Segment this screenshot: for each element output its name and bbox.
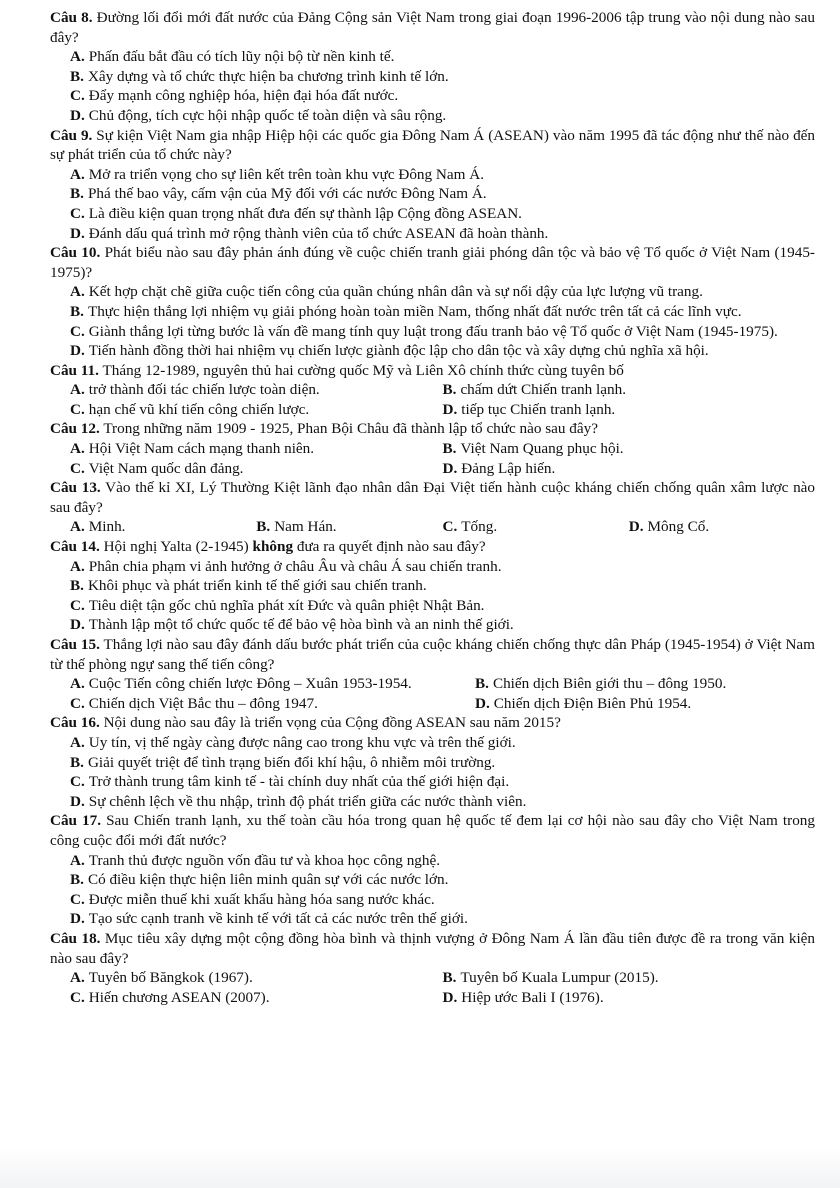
- question-text: Tháng 12-1989, nguyên thủ hai cường quốc Mỹ và Liên Xô chính thức cùng tuyên bố: [98, 361, 624, 379]
- question-text: Thắng lợi nào sau đây đánh dấu bước phát triển của cuộc kháng chiến chống thực dân Pháp (1945-1954) ở Việt Nam từ thế phòng ngự sang thế tiến công?: [50, 636, 815, 673]
- option-c: [50, 596, 815, 616]
- option-text: Sự chênh lệch về thu nhập, trình độ phát triển giữa các nước thành viên.: [88, 792, 527, 810]
- option-b: [50, 302, 815, 322]
- option-d: [629, 517, 815, 537]
- option-text: Được miễn thuế khi xuất khẩu hàng hóa sang nước khác.: [88, 890, 435, 908]
- option-letter: A.: [70, 518, 85, 536]
- question-label: Câu 13.: [50, 479, 101, 497]
- option-row: [50, 400, 815, 420]
- option-letter: B.: [70, 302, 84, 320]
- question-18: [50, 929, 815, 968]
- option-b: [50, 753, 815, 773]
- option-letter: A.: [70, 557, 85, 575]
- option-text: Tuyên bố Kuala Lumpur (2015).: [460, 969, 659, 987]
- option-row: [50, 439, 815, 459]
- option-b: [50, 870, 815, 890]
- option-text: Mông Cổ.: [647, 518, 710, 536]
- option-letter: D.: [70, 910, 85, 928]
- option-letter: A.: [70, 165, 85, 183]
- question-label: Câu 11.: [50, 361, 99, 379]
- option-b: [50, 576, 815, 596]
- option-letter: B.: [70, 871, 84, 889]
- option-row: [50, 380, 815, 400]
- option-text: trở thành đối tác chiến lược toàn diện.: [88, 381, 320, 399]
- option-text: Giành thắng lợi từng bước là vấn đề mang tính quy luật trong đấu tranh bảo vệ Tổ quốc ở Việt Nam (1945-1975).: [88, 322, 778, 340]
- option-letter: B.: [442, 440, 457, 458]
- option-text: Hiệp ước Bali I (1976).: [461, 988, 604, 1006]
- option-d: [443, 400, 816, 420]
- option-c: [50, 890, 815, 910]
- option-text: Chiến dịch Điện Biên Phủ 1954.: [493, 694, 692, 712]
- question-13: [50, 478, 815, 517]
- option-text: Chiến dịch Biên giới thu – đông 1950.: [492, 675, 727, 693]
- option-letter: D.: [70, 342, 85, 360]
- option-letter: B.: [442, 969, 457, 987]
- option-text: Phấn đấu bắt đầu có tích lũy nội bộ từ nền kinh tế.: [88, 48, 395, 66]
- option-d: [50, 909, 815, 929]
- option-text: Phá thế bao vây, cấm vận của Mỹ đối với các nước Đông Nam Á.: [87, 185, 487, 203]
- option-text: Là điều kiện quan trọng nhất đưa đến sự thành lập Cộng đồng ASEAN.: [88, 204, 522, 222]
- option-letter: B.: [70, 753, 84, 771]
- option-a: [50, 165, 815, 185]
- option-c: [443, 517, 629, 537]
- option-letter: D.: [70, 792, 85, 810]
- question-15: [50, 635, 815, 674]
- question-8: [50, 8, 815, 47]
- question-10: [50, 243, 815, 282]
- option-a: [50, 282, 815, 302]
- option-row: [50, 988, 815, 1008]
- option-letter: C.: [70, 459, 85, 477]
- option-b: [443, 439, 816, 459]
- option-a: [50, 557, 815, 577]
- option-a: [50, 733, 815, 753]
- question-label: Câu 14.: [50, 538, 100, 556]
- option-d: [443, 459, 816, 479]
- question-text: Nội dung nào sau đây là triển vọng của Cộng đồng ASEAN sau năm 2015?: [99, 714, 561, 732]
- page-bottom-shadow: [0, 1148, 840, 1188]
- question-14: [50, 537, 815, 557]
- option-letter: B.: [70, 185, 84, 203]
- question-text: Sự kiện Việt Nam gia nhập Hiệp hội các quốc gia Đông Nam Á (ASEAN) vào năm 1995 đã tác động như thế nào đến sự phát triển của tổ chức này?: [50, 126, 815, 164]
- option-letter: C.: [70, 890, 85, 908]
- option-d: [50, 224, 815, 244]
- option-a: [70, 380, 443, 400]
- option-letter: D.: [442, 400, 458, 418]
- question-label: Câu 18.: [50, 929, 101, 947]
- question-text: Đường lối đổi mới đất nước của Đảng Cộng sản Việt Nam trong giai đoạn 1996-2006 tập trung vào nội dung nào sau đây?: [50, 9, 816, 46]
- option-d: [50, 106, 815, 126]
- option-b: [443, 968, 816, 988]
- option-d: [443, 988, 816, 1008]
- question-text: Phát biểu nào sau đây phản ánh đúng về cuộc chiến tranh giải phóng dân tộc và bảo vệ Tổ quốc ở Việt Nam (1945-1975)?: [50, 244, 815, 281]
- option-text: Trở thành trung tâm kinh tế - tài chính duy nhất của thế giới hiện đại.: [88, 773, 510, 791]
- option-letter: A.: [70, 851, 85, 869]
- option-row: [50, 968, 815, 988]
- question-text: Hội nghị Yalta (2-1945): [99, 538, 253, 556]
- option-text: Việt Nam quốc dân đảng.: [88, 459, 244, 477]
- question-text: đưa ra quyết định nào sau đây?: [293, 538, 486, 556]
- option-letter: D.: [70, 616, 85, 634]
- option-letter: B.: [442, 381, 457, 399]
- option-letter: C.: [70, 87, 85, 105]
- option-letter: C.: [70, 694, 85, 712]
- question-text: Vào thế kỉ XI, Lý Thường Kiệt lãnh đạo nhân dân Đại Việt tiến hành cuộc kháng chiến chống quân xâm lược nào sau đây?: [50, 479, 815, 516]
- option-c: [70, 694, 475, 714]
- question-label: Câu 12.: [50, 420, 100, 438]
- option-text: Hiến chương ASEAN (2007).: [88, 988, 270, 1006]
- option-letter: D.: [70, 106, 85, 124]
- option-text: Đánh dấu quá trình mở rộng thành viên của tổ chức ASEAN đã hoàn thành.: [88, 224, 549, 242]
- option-text: Thành lập một tổ chức quốc tế để bảo vệ hòa bình và an ninh thế giới.: [88, 616, 514, 634]
- option-d: [50, 615, 815, 635]
- option-a: [70, 968, 443, 988]
- option-c: [50, 86, 815, 106]
- option-text: Cuộc Tiến công chiến lược Đông – Xuân 1953-1954.: [88, 675, 412, 693]
- option-text: Có điều kiện thực hiện liên minh quân sự với các nước lớn.: [87, 871, 449, 889]
- option-letter: D.: [475, 694, 490, 712]
- option-letter: B.: [70, 67, 84, 85]
- question-16: [50, 713, 815, 733]
- option-a: [50, 47, 815, 67]
- option-text: chấm dứt Chiến tranh lạnh.: [460, 381, 626, 399]
- option-letter: A.: [70, 969, 85, 987]
- option-letter: A.: [70, 675, 85, 693]
- option-letter: A.: [70, 733, 85, 751]
- option-letter: D.: [628, 518, 644, 536]
- question-12: [50, 419, 815, 439]
- option-row: [50, 694, 815, 714]
- option-text: Chiến dịch Việt Bắc thu – đông 1947.: [88, 694, 318, 712]
- option-text: Nam Hán.: [274, 518, 337, 536]
- option-text: tiếp tục Chiến tranh lạnh.: [461, 400, 616, 418]
- option-text: Khôi phục và phát triển kinh tế thế giới sau chiến tranh.: [87, 577, 427, 595]
- option-letter: C.: [70, 596, 85, 614]
- question-11: [50, 361, 815, 381]
- option-text: Mở ra triển vọng cho sự liên kết trên toàn khu vực Đông Nam Á.: [88, 165, 485, 183]
- option-text: Thực hiện thắng lợi nhiệm vụ giải phóng hoàn toàn miền Nam, thống nhất đất nước trên tất cả các lĩnh vực.: [87, 302, 742, 320]
- option-letter: B.: [256, 518, 271, 536]
- question-emphasis: không: [252, 538, 294, 556]
- option-row: [50, 674, 815, 694]
- option-text: Đảng Lập hiến.: [461, 459, 556, 477]
- option-text: Giải quyết triệt để tình trạng biến đổi khí hậu, ô nhiễm môi trường.: [87, 753, 496, 771]
- option-c: [50, 322, 815, 342]
- option-letter: C.: [70, 204, 85, 222]
- question-label: Câu 17.: [50, 812, 102, 830]
- option-c: [70, 459, 443, 479]
- question-list: [50, 8, 815, 1007]
- option-c: [70, 988, 443, 1008]
- option-text: Việt Nam Quang phục hội.: [460, 440, 624, 458]
- option-text: Tranh thủ được nguồn vốn đầu tư và khoa học công nghệ.: [88, 851, 441, 869]
- option-letter: D.: [442, 988, 458, 1006]
- option-row: [50, 459, 815, 479]
- question-text: Mục tiêu xây dựng một cộng đồng hòa bình và thịnh vượng ở Đông Nam Á lần đầu tiên được đề ra trong văn kiện nào sau đây?: [50, 929, 816, 967]
- option-a: [70, 674, 475, 694]
- option-b: [475, 674, 815, 694]
- question-label: Câu 16.: [50, 714, 100, 732]
- option-letter: C.: [70, 400, 85, 418]
- option-text: hạn chế vũ khí tiến công chiến lược.: [88, 400, 310, 418]
- option-letter: C.: [70, 322, 85, 340]
- option-text: Kết hợp chặt chẽ giữa cuộc tiến công của quần chúng nhân dân và sự nổi dậy của lực lượng vũ trang.: [88, 283, 703, 301]
- option-c: [50, 204, 815, 224]
- option-letter: A.: [70, 48, 85, 66]
- option-c: [70, 400, 443, 420]
- option-text: Chủ động, tích cực hội nhập quốc tế toàn diện và sâu rộng.: [88, 106, 447, 124]
- option-text: Tiến hành đồng thời hai nhiệm vụ chiến lược giành độc lập cho dân tộc và xây dựng chủ nghĩa xã hội.: [88, 342, 709, 360]
- option-letter: B.: [70, 577, 84, 595]
- option-letter: C.: [70, 988, 85, 1006]
- question-label: Câu 15.: [50, 636, 100, 653]
- option-text: Đẩy mạnh công nghiệp hóa, hiện đại hóa đất nước.: [88, 87, 399, 105]
- question-9: [50, 126, 815, 165]
- option-letter: D.: [442, 459, 458, 477]
- option-a: [50, 851, 815, 871]
- option-b: [50, 67, 815, 87]
- option-letter: C.: [442, 518, 458, 536]
- option-a: [70, 517, 256, 537]
- option-b: [256, 517, 442, 537]
- option-d: [50, 341, 815, 361]
- question-label: Câu 9.: [50, 126, 93, 144]
- option-text: Phân chia phạm vi ảnh hưởng ở châu Âu và châu Á sau chiến tranh.: [88, 557, 502, 575]
- option-text: Tạo sức cạnh tranh về kinh tế với tất cả các nước trên thế giới.: [88, 910, 468, 928]
- option-text: Tuyên bố Băngkok (1967).: [88, 969, 253, 987]
- option-letter: C.: [70, 773, 85, 791]
- option-row: [50, 517, 815, 537]
- option-a: [70, 439, 443, 459]
- option-letter: A.: [70, 381, 85, 399]
- question-label: Câu 10.: [50, 244, 101, 262]
- question-text: Sau Chiến tranh lạnh, xu thế toàn cầu hóa trong quan hệ quốc tế đem lại cơ hội nào sau đây cho Việt Nam trong công cuộc đổi mới đất nước?: [50, 812, 815, 849]
- option-d: [475, 694, 815, 714]
- option-letter: B.: [475, 675, 489, 693]
- option-text: Uy tín, vị thế ngày càng được nâng cao trong khu vực và trên thế giới.: [88, 733, 516, 751]
- option-d: [50, 792, 815, 812]
- option-text: Minh.: [88, 518, 126, 536]
- option-text: Tiêu diệt tận gốc chủ nghĩa phát xít Đức và quân phiệt Nhật Bản.: [88, 596, 485, 614]
- option-c: [50, 772, 815, 792]
- question-text: Trong những năm 1909 - 1925, Phan Bội Châu đã thành lập tổ chức nào sau đây?: [99, 420, 598, 438]
- option-text: Hội Việt Nam cách mạng thanh niên.: [88, 440, 315, 458]
- option-text: Tống.: [461, 518, 498, 536]
- question-label: Câu 8.: [50, 9, 93, 26]
- option-b: [443, 380, 816, 400]
- option-letter: A.: [70, 440, 85, 458]
- option-letter: A.: [70, 283, 85, 301]
- question-17: [50, 811, 815, 850]
- option-text: Xây dựng và tổ chức thực hiện ba chương trình kinh tế lớn.: [87, 67, 449, 85]
- option-b: [50, 184, 815, 204]
- option-letter: D.: [70, 224, 85, 242]
